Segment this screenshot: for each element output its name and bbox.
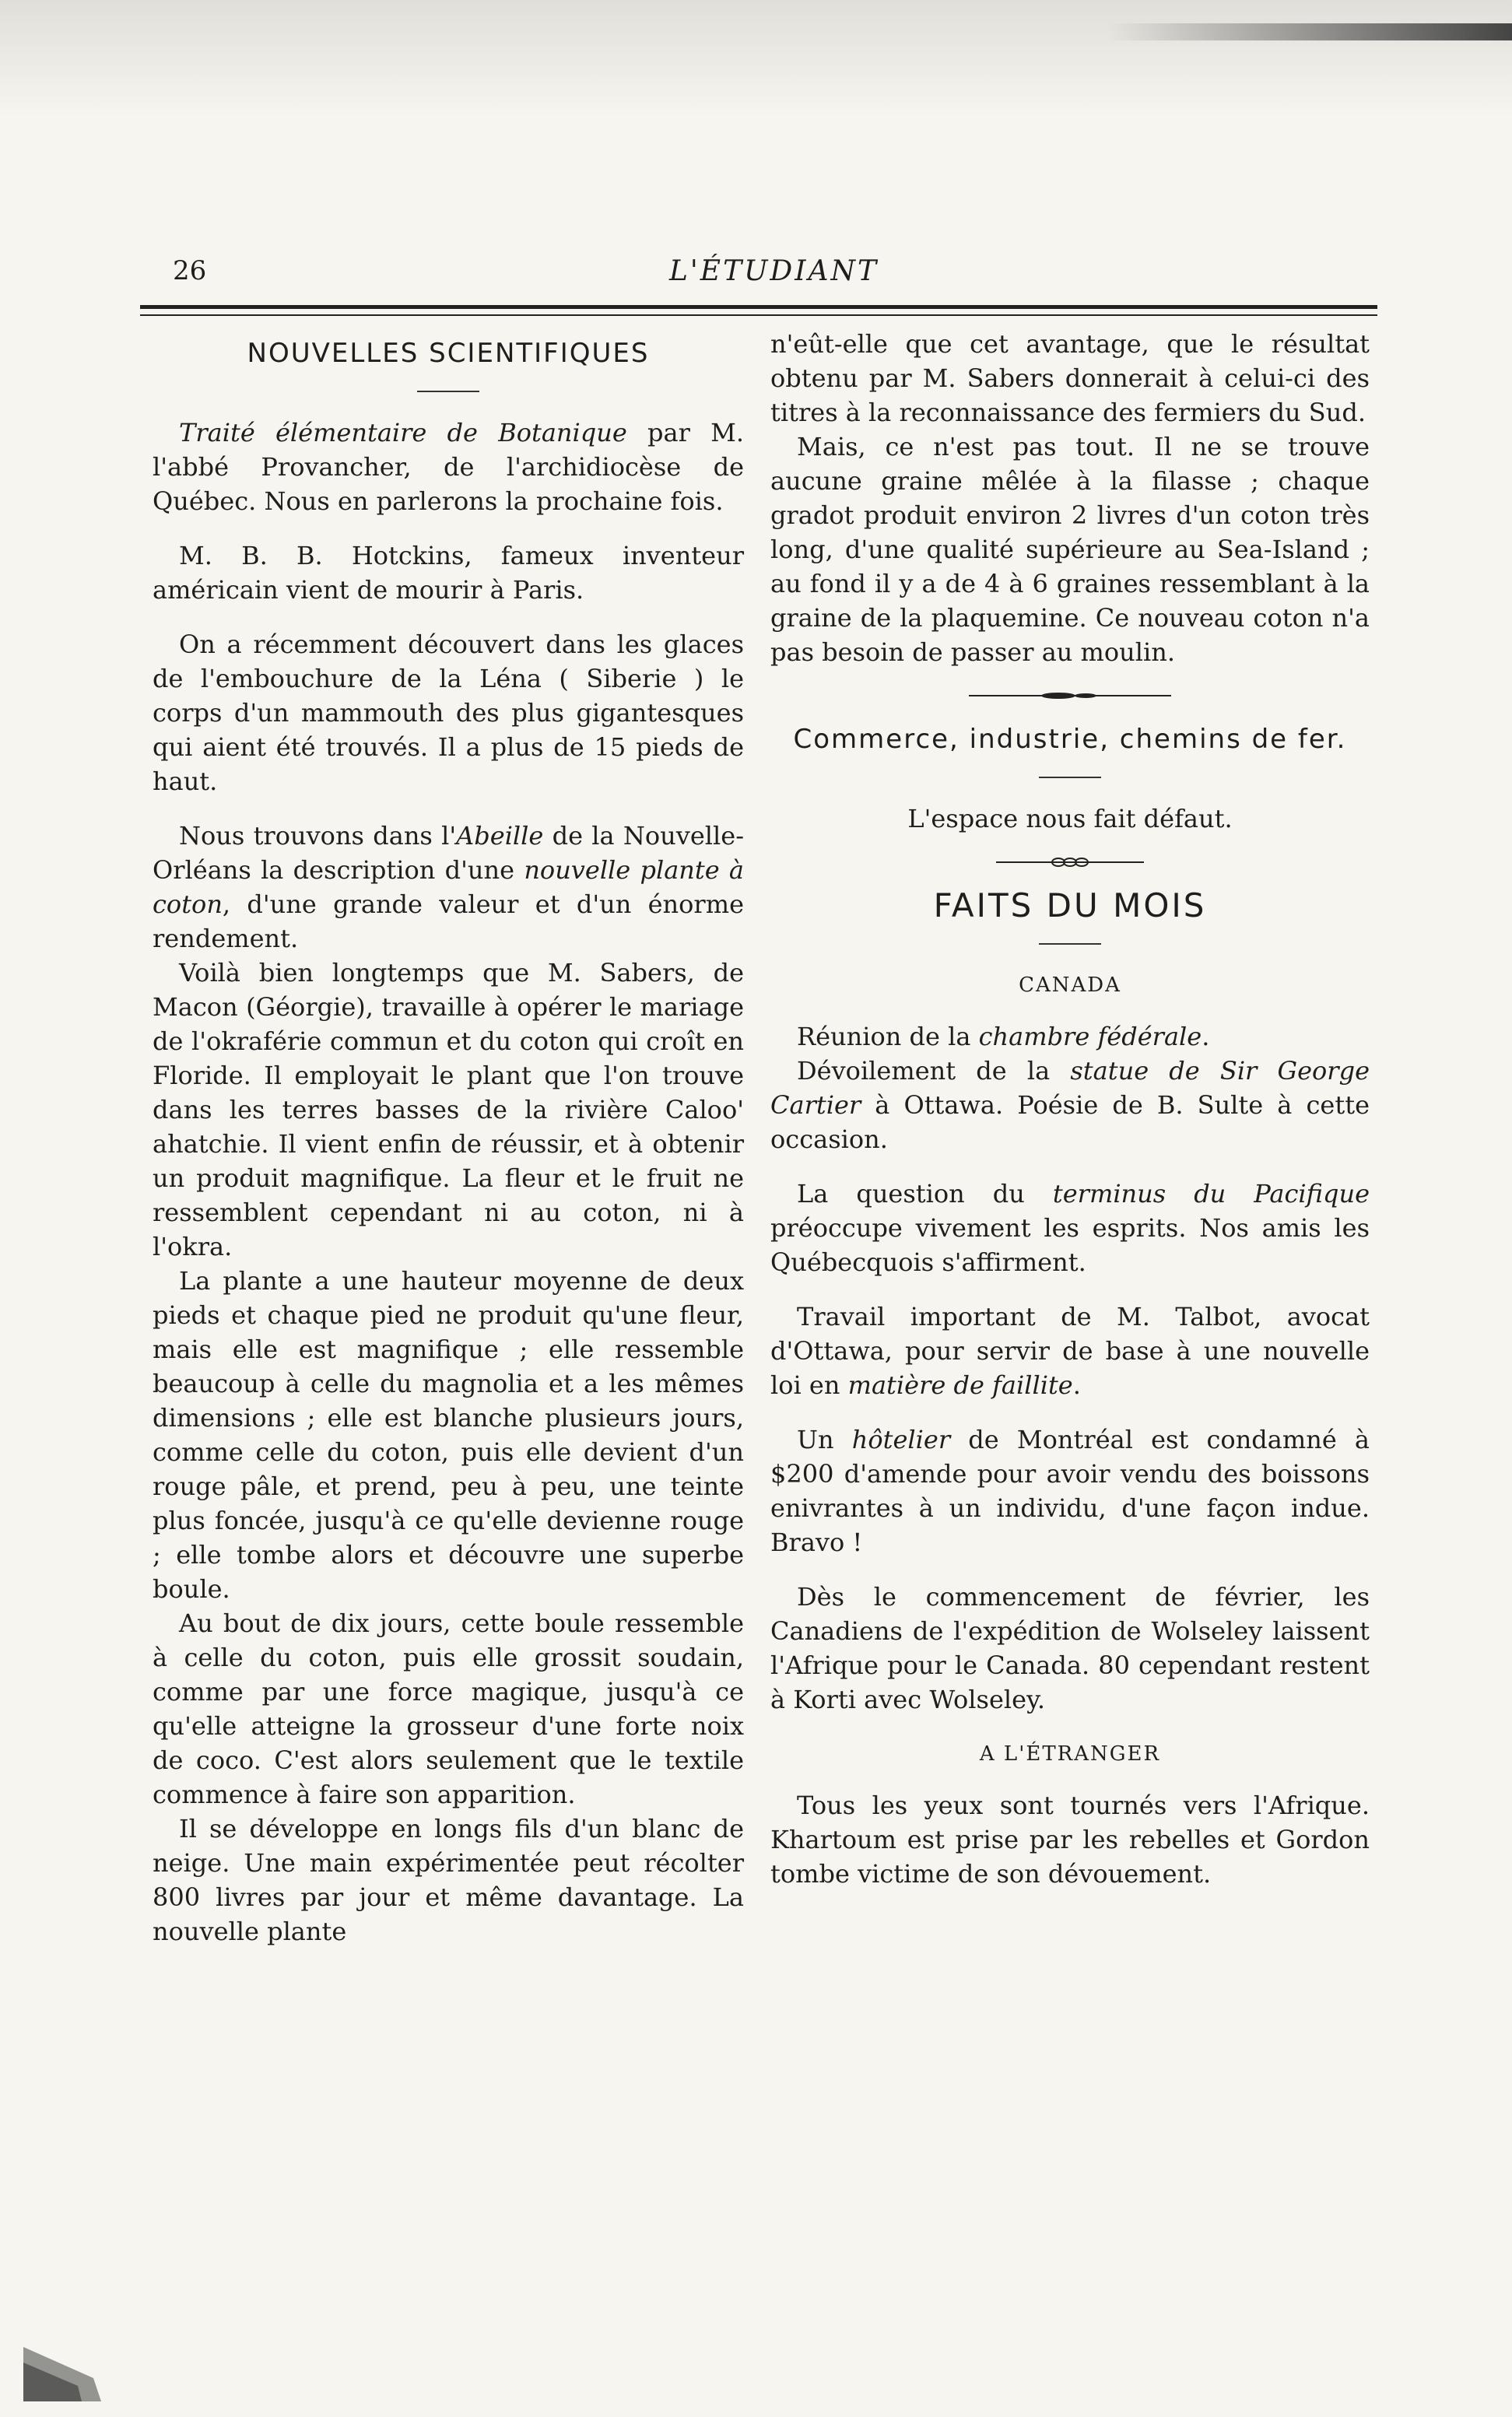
- paragraph-sabers: Voilà bien longtemps que M. Sabers, de Macon (Géorgie), travaille à opérer le mariage de l'okraférie commun et du coton qui croît en Floride. Il employait le plant que l'on trouve dans les terres basses de la rivière Caloo' ahatchie. Il vient enfin de réussir, et à obtenir un produit magnifique. La fleur et le fruit ne ressemblent cependant ni au coton, ni à l'okra.: [153, 958, 744, 1261]
- scan-smudge: [0, 0, 1512, 117]
- paragraph-boule: Au bout de dix jours, cette boule ressemble à celle du coton, puis elle grossit soudain, comme par une force magique, jusqu'à ce qu'elle atteigne la grosseur d'une forte noix de coco. C'est alors seulement que le textile commence à faire son apparition.: [153, 1608, 744, 1809]
- scan-edge-shadow: [1107, 23, 1512, 40]
- item-hotelier: Un hôtelier de Montréal est condamné à $200 d'amende pour avoir vendu des boissons enivrantes à un individu, d'une façon indue. Bravo !: [770, 1425, 1370, 1557]
- short-rule: [1039, 777, 1101, 778]
- item-terminus: La question du terminus du Pacifique préoccupe vivement les esprits. Nos amis les Québecquois s'affirment.: [770, 1179, 1370, 1277]
- item-talbot: Travail important de M. Talbot, avocat d'Ottawa, pour servir de base à une nouvelle loi en matière de faillite.: [770, 1302, 1370, 1400]
- section-title-nouvelles: NOUVELLES SCIENTIFIQUES: [247, 338, 650, 369]
- paragraph-hotckins: M. B. B. Hotckins, fameux inventeur américain vient de mourir à Paris.: [153, 541, 744, 605]
- paragraph-fils: Il se développe en longs fils d'un blanc de neige. Une main expérimentée peut récolter 800 livres par jour et même davantage. La nouvelle plante: [153, 1814, 744, 1946]
- ornament-divider: [969, 689, 1171, 702]
- paragraph-graine: Mais, ce n'est pas tout. Il ne se trouve aucune graine mêlée à la filasse ; chaque gradot produit environ 2 livres d'un coton très long, d'une qualité supérieure au Sea-Island ; au fond il y a de 4 à 6 graines ressemblant à la graine de la plaquemine. Ce nouveau coton n'a pas besoin de passer au moulin.: [770, 432, 1370, 667]
- paragraph-abeille: Nous trouvons dans l'Abeille de la Nouvelle-Orléans la description d'une nouvelle plante à coton, d'une grande valeur et d'un énorme rendement.: [153, 821, 745, 953]
- paragraph-plante: La plante a une hauteur moyenne de deux pieds et chaque pied ne produit qu'une fleur, mais elle est magnifique ; elle ressemble beaucoup à celle du magnolia et a les mêmes dimensions ; elle est blanche plusieurs jours, comme celle du coton, puis elle devient d'un rouge pâle, et prend, peu à peu, une teinte plus foncée, jusqu'à ce qu'elle devienne rouge ; elle tombe alors et découvre une superbe boule.: [153, 1266, 744, 1604]
- page-header: [173, 251, 1375, 297]
- page-number: 26: [173, 255, 207, 286]
- book-title: Traité élémentaire de Botanique: [179, 418, 627, 447]
- section-title-commerce: Commerce, industrie, chemins de fer.: [793, 724, 1347, 755]
- running-head: L'ÉTUDIANT: [668, 255, 879, 287]
- item-statue: Dévoilement de la statue de Sir George Cartier à Ottawa. Poésie de B. Sulte à cette occasion.: [770, 1056, 1370, 1154]
- paragraph-mammouth: On a récemment découvert dans les glaces de l'embouchure de la Léna ( Siberie ) le corps d'un mammouth des plus gigantesques qui aient été trouvés. Il a plus de 15 pieds de haut.: [153, 630, 744, 796]
- item-chambre: Réunion de la chambre fédérale.: [797, 1022, 1210, 1051]
- section-title-faits: FAITS DU MOIS: [933, 886, 1207, 924]
- paragraph-continuation: n'eût-elle que cet avantage, que le résultat obtenu par M. Sabers donnerait à celui-ci des titres à la reconnaissance des fermiers du Sud.: [770, 329, 1370, 427]
- paragraph-espace: L'espace nous fait défaut.: [907, 804, 1233, 833]
- ornament-divider: [996, 856, 1144, 868]
- header-rule-thin: [140, 314, 1377, 316]
- right-column: [770, 327, 1370, 1891]
- left-column: [153, 327, 744, 1949]
- short-rule: [1039, 943, 1101, 945]
- item-khartoum: Tous les yeux sont tournés vers l'Afrique. Khartoum est prise par les rebelles et Gordon tombe victime de son dévouement.: [770, 1791, 1370, 1889]
- paragraph-botanique: Traité élémentaire de Botanique par M. l'abbé Provancher, de l'archidiocèse de Québec. Nous en parlerons la prochaine fois.: [153, 418, 745, 516]
- subheading-etranger: A L'ÉTRANGER: [979, 1742, 1161, 1766]
- header-rule-thick: [140, 305, 1377, 309]
- subheading-canada: CANADA: [1019, 973, 1121, 997]
- item-wolseley: Dès le commencement de février, les Canadiens de l'expédition de Wolseley laissent l'Afrique pour le Canada. 80 cependant restent à Korti avec Wolseley.: [770, 1582, 1370, 1714]
- scan-corner-artifact: [23, 2339, 117, 2401]
- short-rule: [417, 391, 479, 392]
